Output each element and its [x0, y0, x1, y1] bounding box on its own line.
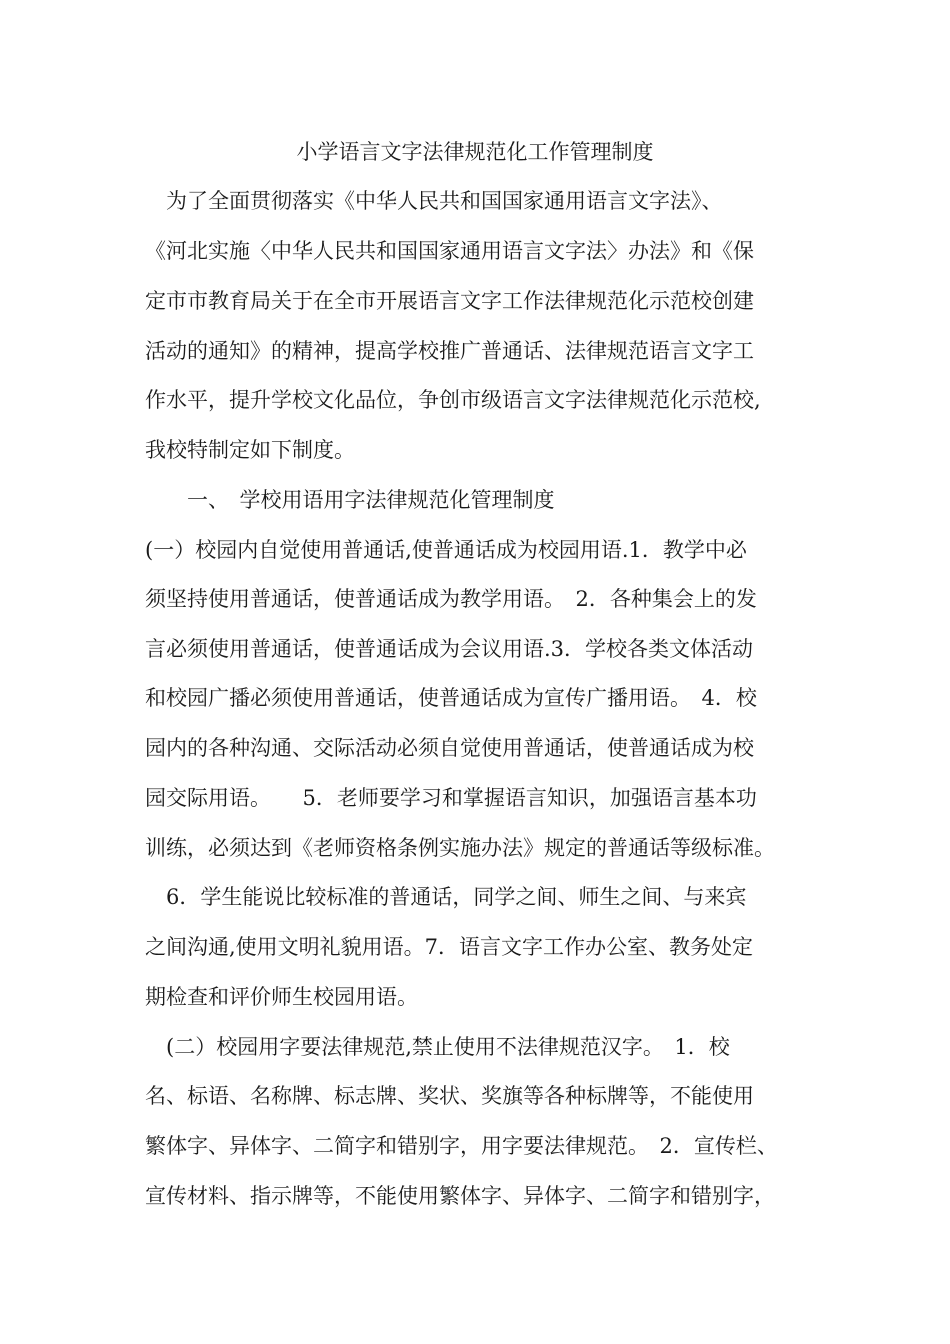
- body-line: (一）校园内自觉使用普通话,使普通话成为校园用语.1．教学中必: [145, 538, 747, 562]
- body-line: 《河北实施〈中华人民共和国国家通用语言文字法〉办法》和《保: [145, 239, 754, 263]
- body-line: 之间沟通,使用文明礼貌用语。7．语言文字工作办公室、教务处定: [145, 935, 754, 959]
- body-line: 名、标语、名称牌、标志牌、奖状、奖旗等各种标牌等，不能使用: [145, 1084, 754, 1108]
- body-line: 期检查和评价师生校园用语。: [145, 985, 418, 1009]
- body-line: 活动的通知》的精神，提高学校推广普通话、法律规范语言文字工: [145, 339, 754, 363]
- body-line: 园内的各种沟通、交际活动必须自觉使用普通话，使普通话成为校: [145, 736, 754, 760]
- body-line: 作水平，提升学校文化品位，争创市级语言文字法律规范化示范校,: [145, 388, 761, 412]
- body-line: (二）校园用字要法律规范,禁止使用不法律规范汉字。 1．校: [145, 1035, 730, 1059]
- body-line: 繁体字、异体字、二简字和错别字，用字要法律规范。 2．宣传栏、: [145, 1134, 778, 1158]
- document-title: 小学语言文字法律规范化工作管理制度: [296, 140, 654, 164]
- body-line: 训练，必须达到《老师资格条例实施办法》规定的普通话等级标准。: [145, 836, 775, 860]
- body-line: 和校园广播必须使用普通话，使普通话成为宣传广播用语。 4．校: [145, 686, 757, 710]
- body-line: 园交际用语。 5．老师要学习和掌握语言知识，加强语言基本功: [145, 786, 757, 810]
- body-line: 定市市教育局关于在全市开展语言文字工作法律规范化示范校创建: [145, 289, 754, 313]
- body-line: 我校特制定如下制度。: [145, 438, 355, 462]
- body-line: 宣传材料、指示牌等，不能使用繁体字、异体字、二简字和错别字，: [145, 1184, 775, 1208]
- section-heading: 一、 学校用语用字法律规范化管理制度: [145, 488, 555, 512]
- body-line: 须坚持使用普通话，使普通话成为教学用语。 2．各种集会上的发: [145, 587, 757, 611]
- body-line: 言必须使用普通话，使普通话成为会议用语.3．学校各类文体活动: [145, 637, 754, 661]
- body-line: 为了全面贯彻落实《中华人民共和国国家通用语言文字法》、: [145, 189, 723, 213]
- body-line: 6．学生能说比较标准的普通话，同学之间、师生之间、与来宾: [145, 885, 747, 909]
